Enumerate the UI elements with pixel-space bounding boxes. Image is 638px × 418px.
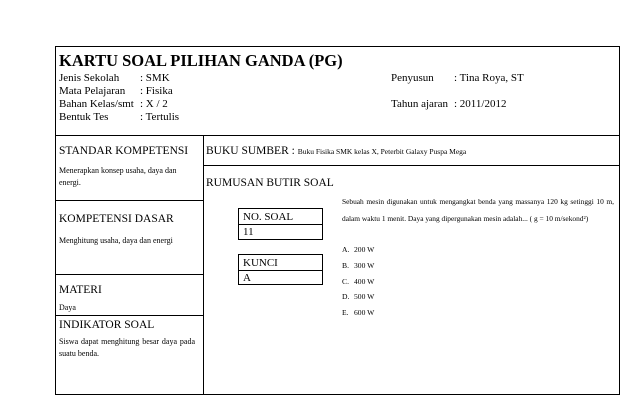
divider-materi [56, 315, 203, 316]
option-d-text: 500 W [354, 292, 375, 301]
info-label-bentuk-tes: Bentuk Tes [59, 111, 109, 123]
info-label-penyusun: Penyusun [391, 72, 434, 84]
info-value-tahun-ajaran: : 2011/2012 [454, 98, 507, 110]
column-divider [203, 135, 204, 394]
no-soal-divider [239, 224, 322, 225]
info-label-tahun-ajaran: Tahun ajaran [391, 98, 448, 110]
option-c-text: 400 W [354, 277, 375, 286]
option-c-letter: C. [342, 277, 349, 286]
kunci-label: KUNCI [243, 257, 278, 269]
divider-buku-sumber [203, 165, 619, 166]
info-value-mata-pelajaran: : Fisika [140, 85, 173, 97]
divider-kompetensi [56, 274, 203, 275]
standar-text: Menerapkan konsep usaha, daya dan energi. [59, 166, 177, 187]
option-e [342, 308, 374, 317]
standar-title: STANDAR KOMPETENSI [59, 145, 189, 157]
info-value-jenis-sekolah: : SMK [140, 72, 170, 84]
info-value-bentuk-tes: : Tertulis [140, 111, 180, 123]
info-label-mata-pelajaran: Mata Pelajaran [59, 85, 126, 97]
option-a-text: 200 W [354, 245, 375, 254]
materi-title: MATERI [59, 284, 102, 296]
question-text: Sebuah mesin digunakan untuk mengangkat benda yang massanya 120 kg setinggi 10 m, dalam waktu 1 menit. Daya yang dipergunakan mesin adalah... ( g = 10 m/sekond²) [342, 197, 614, 223]
kompetensi-text: Menghitung usaha, daya dan energi [59, 236, 173, 245]
no-soal-box [238, 208, 323, 240]
kunci-value: A [243, 272, 251, 284]
indikator-text: Siswa dapat menghitung besar daya pada suatu benda. [59, 337, 195, 358]
option-a-letter: A. [342, 245, 350, 254]
rumusan-title: RUMUSAN BUTIR SOAL [206, 177, 334, 189]
option-b-letter: B. [342, 261, 349, 270]
option-a [342, 245, 374, 254]
no-soal-value: 11 [243, 226, 254, 238]
option-e-text: 600 W [354, 308, 375, 317]
option-e-letter: E. [342, 308, 349, 317]
buku-sumber [206, 145, 466, 157]
indikator-title: INDIKATOR SOAL [59, 319, 155, 331]
option-d-letter: D. [342, 292, 350, 301]
option-b [342, 261, 374, 270]
option-c [342, 277, 374, 286]
option-b-text: 300 W [354, 261, 375, 270]
buku-sumber-text: Buku Fisika SMK kelas X, Peterbit Galaxy Puspa Mega [297, 147, 467, 156]
buku-sumber-label: BUKU SUMBER : [206, 145, 295, 157]
kunci-divider [239, 270, 322, 271]
question-card [55, 46, 620, 395]
info-value-bahan-kelas: : X / 2 [140, 98, 168, 110]
kompetensi-title: KOMPETENSI DASAR [59, 213, 174, 225]
info-label-jenis-sekolah: Jenis Sekolah [59, 72, 120, 84]
divider-standar [56, 200, 203, 201]
card-title: KARTU SOAL PILIHAN GANDA (PG) [59, 51, 343, 70]
no-soal-label: NO. SOAL [243, 211, 294, 223]
option-d [342, 292, 374, 301]
info-label-bahan-kelas: Bahan Kelas/smt [59, 98, 134, 110]
info-value-penyusun: : Tina Roya, ST [454, 72, 524, 84]
materi-text: Daya [59, 303, 76, 312]
card-header [56, 47, 619, 136]
kunci-box [238, 254, 323, 285]
